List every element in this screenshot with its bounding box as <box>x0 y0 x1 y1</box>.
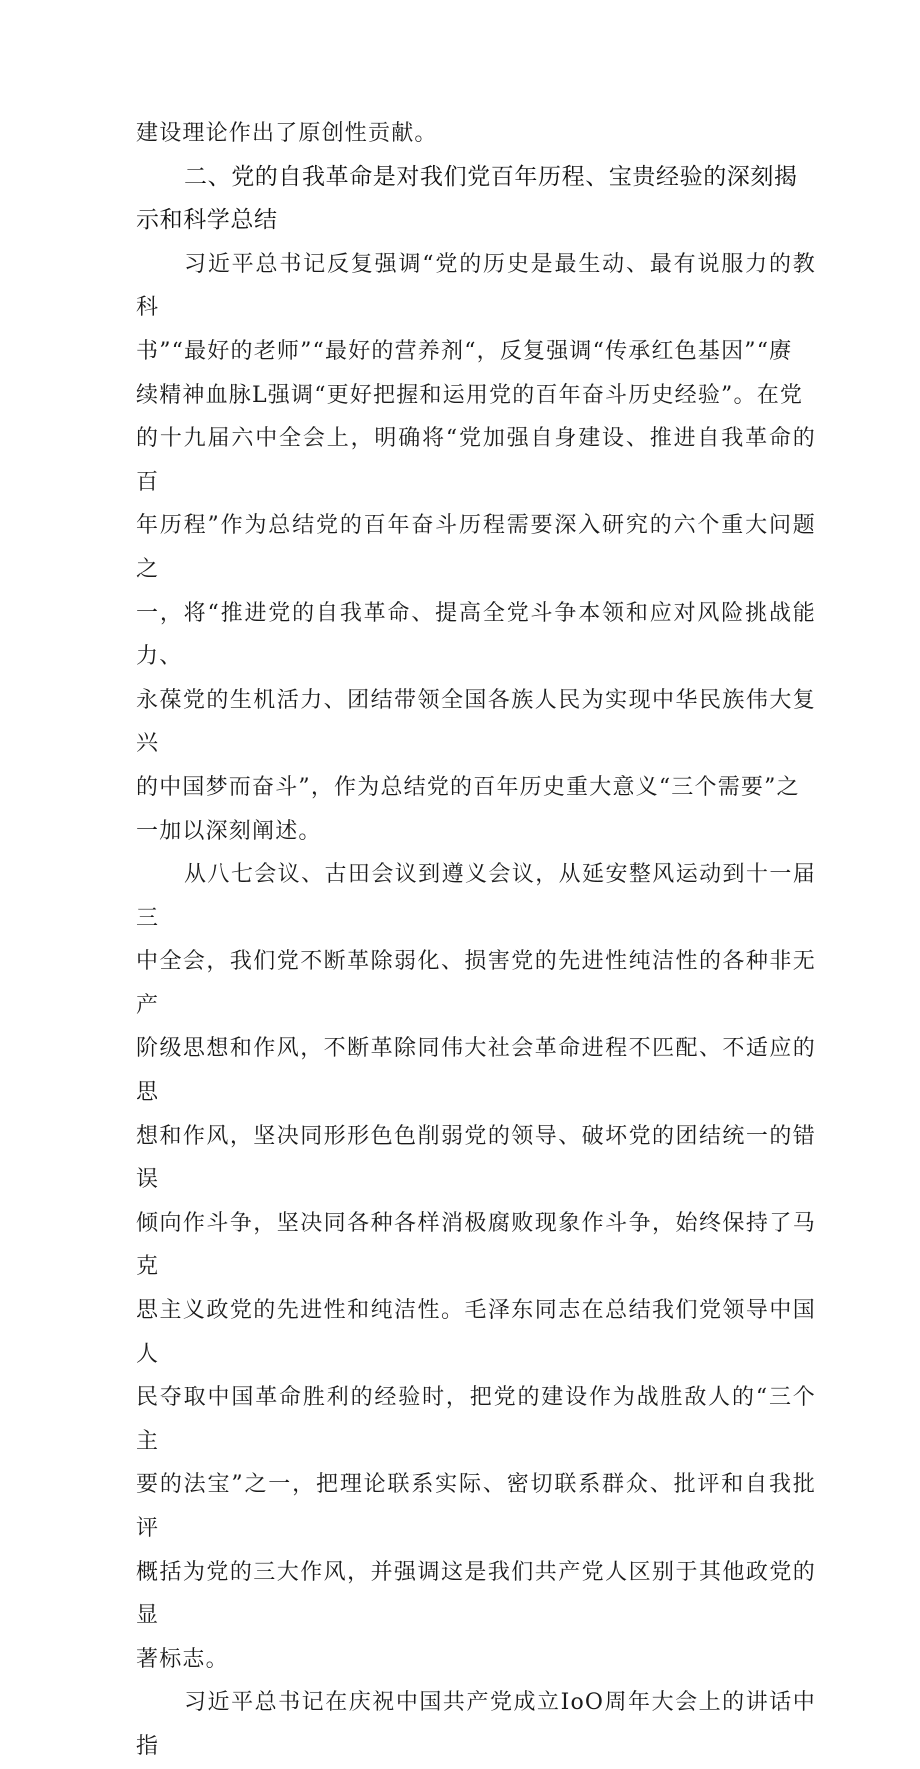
document-body <box>136 112 816 1769</box>
paragraph-party-conferences: 从八七会议、古田会议到遵义会议，从延安整风运动到十一届三 中全会，我们党不断革除弱化、损害党的先进性纯洁性的各种非无产 阶级思想和作风，不断革除同伟大社会革命进程不匹配、不适应的思 想和作风，坚决同形形色色削弱党的领导、破坏党的团结统一的错误 倾向作斗争，坚决同各种各样消极腐败现象作斗争，始终保持了马克 思主义政党的先进性和纯洁性。毛泽东同志在总结我们党领导中国人 民夺取中国革命胜利的经验时，把党的建设作为战胜敌人的“三个主 要的法宝”之一，把理论联系实际、密切联系群众、批评和自我批评 概括为党的三大作风，并强调这是我们共产党人区别于其他政党的显 著标志。 <box>136 862 816 1672</box>
paragraph-continuation: 建设理论作出了原创性贡献。 <box>136 121 438 146</box>
paragraph-centenary-speech: 习近平总书记在庆祝中国共产党成立IoO周年大会上的讲话中指 <box>136 1690 816 1759</box>
section-heading: 二、党的自我革命是对我们党百年历程、宝贵经验的深刻揭 示和科学总结 <box>136 163 798 234</box>
paragraph-history-emphasis: 习近平总书记反复强调“党的历史是最生动、最有说服力的教科 书”“最好的老师”“最好的营养剂“，反复强调“传承红色基因”“赓 续精神血脉L强调“更好把握和运用党的百年奋斗历史经验”。在党 的十九届六中全会上，明确将“党加强自身建设、推进自我革命的百 年历程”作为总结党的百年奋斗历程需要深入研究的六个重大问题之 一，将“推进党的自我革命、提高全党斗争本领和应对风险挑战能力、 永葆党的生机活力、团结带领全国各族人民为实现中华民族伟大复兴 的中国梦而奋斗”，作为总结党的百年历史重大意义“三个需要”之 一加以深刻阐述。 <box>136 251 816 844</box>
